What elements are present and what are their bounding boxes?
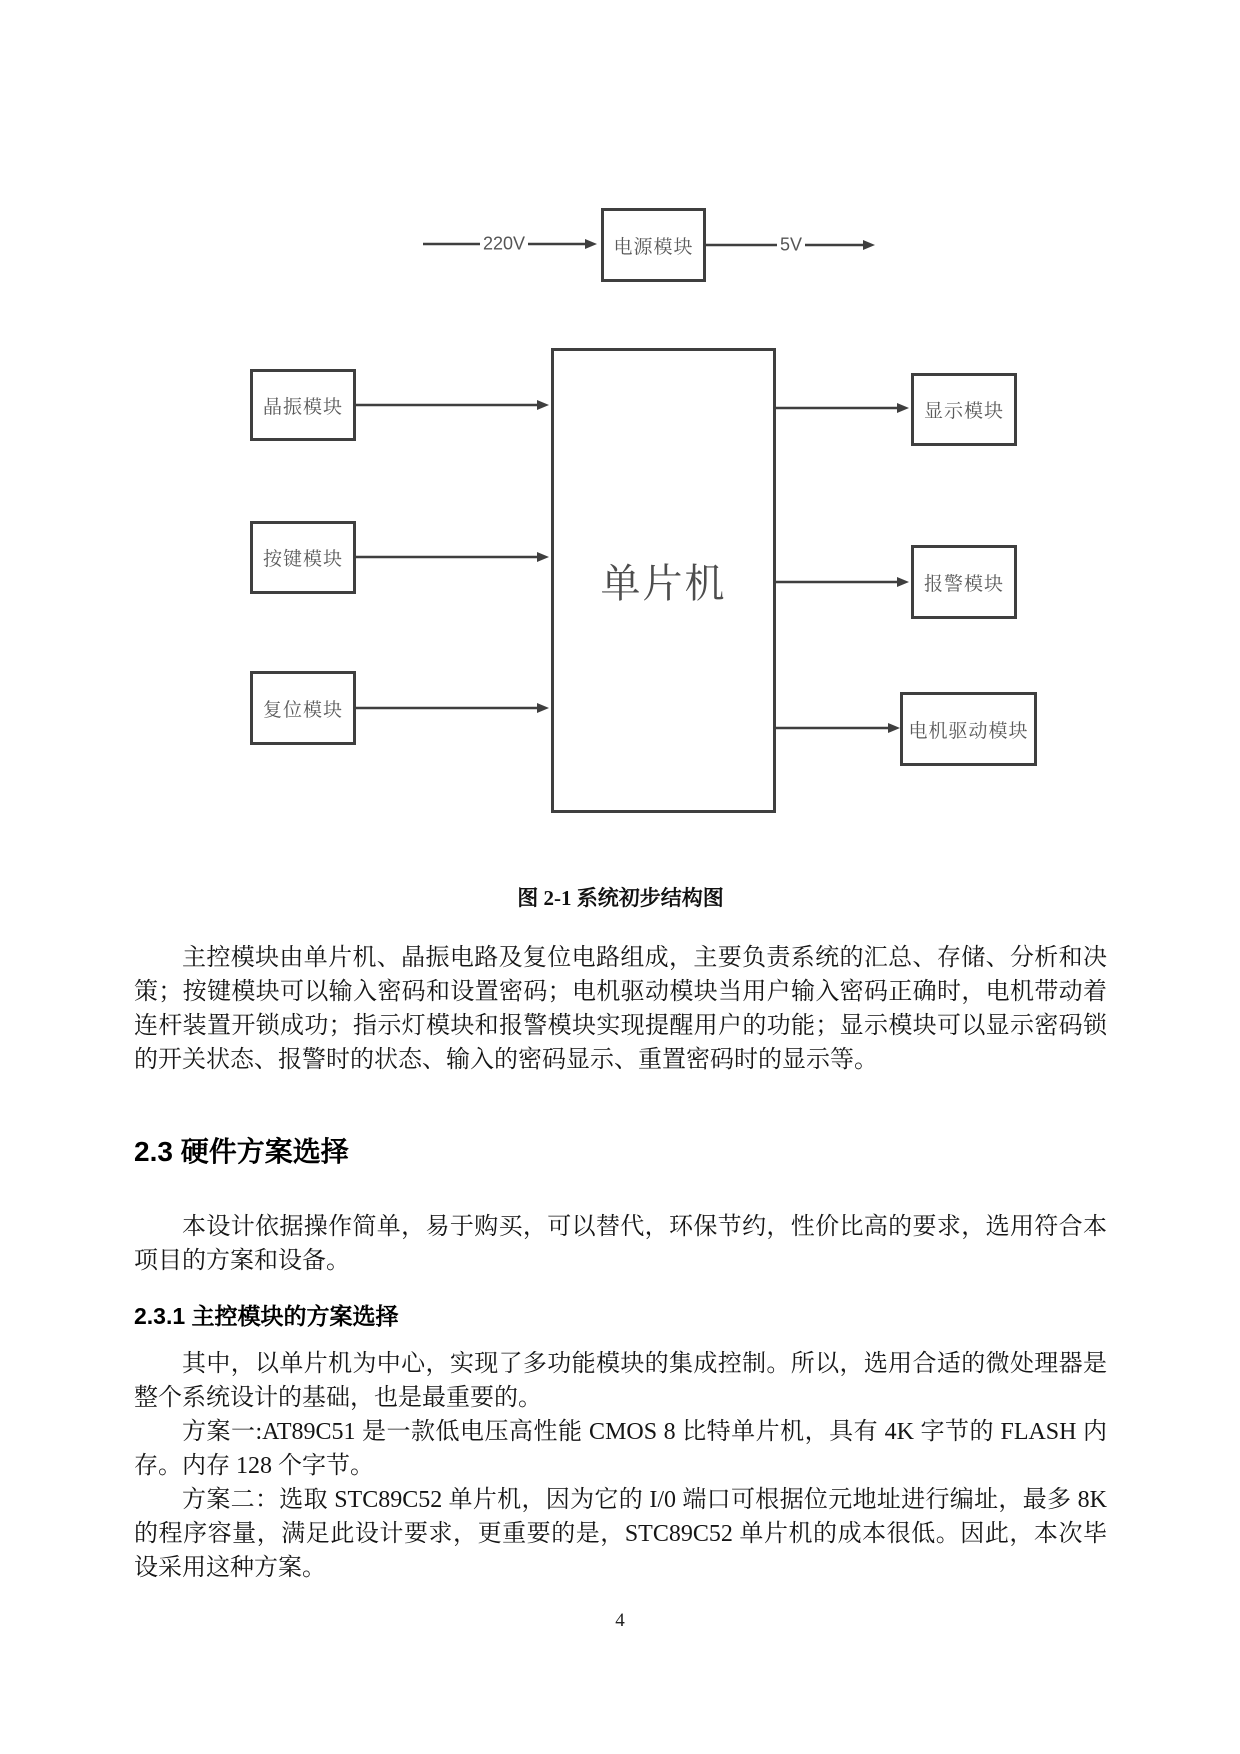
intro-paragraph-block [134, 941, 1107, 1077]
box-power-module: 电源模块 [601, 208, 706, 282]
section-2-3-1-paragraph-block [134, 1347, 1107, 1585]
section-2-3-1-heading: 2.3.1 主控模块的方案选择 [134, 1303, 399, 1329]
section-2-3-paragraph-block [134, 1210, 1107, 1278]
section-2-3-1-paragraph-2: 方案一:AT89C51 是一款低电压高性能 CMOS 8 比特单片机，具有 4K 字节的 FLASH 内存。内存 128 个字节。 [134, 1419, 1107, 1479]
box-alarm-module: 报警模块 [911, 545, 1017, 619]
intro-paragraph: 主控模块由单片机、晶振电路及复位电路组成，主要负责系统的汇总、存储、分析和决策；按键模块可以输入密码和设置密码；电机驱动模块当用户输入密码正确时，电机带动着连杆装置开锁成功；指示灯模块和报警模块实现提醒用户的功能；显示模块可以显示密码锁的开关状态、报警时的状态、输入的密码显示、重置密码时的显示等。 [134, 945, 1107, 1073]
section-2-3-paragraph: 本设计依据操作简单，易于购买，可以替代，环保节约，性价比高的要求，选用符合本项目的方案和设备。 [134, 1214, 1107, 1274]
box-reset-module: 复位模块 [250, 671, 356, 745]
section-2-3-1-paragraph-1: 其中，以单片机为中心，实现了多功能模块的集成控制。所以，选用合适的微处理器是整个系统设计的基础，也是最重要的。 [134, 1351, 1107, 1411]
system-structure-diagram [0, 0, 1240, 870]
box-motor-driver-module: 电机驱动模块 [900, 692, 1037, 766]
box-mcu: 单片机 [551, 348, 776, 813]
page-number: 4 [615, 1610, 625, 1631]
box-display-module: 显示模块 [911, 373, 1017, 446]
box-key-module: 按键模块 [250, 521, 356, 594]
label-5v: 5V [777, 235, 805, 256]
label-220v: 220V [480, 234, 528, 255]
section-2-3-1-paragraph-3: 方案二：选取 STC89C52 单片机，因为它的 I/0 端口可根据位元地址进行编址，最多 8K 的程序容量，满足此设计要求，更重要的是，STC89C52 单片机的成本很低。因此，本次毕设采用这种方案。 [134, 1487, 1107, 1581]
box-crystal-module: 晶振模块 [250, 369, 356, 441]
section-2-3-heading: 2.3 硬件方案选择 [134, 1136, 349, 1167]
figure-caption: 图 2-1 系统初步结构图 [517, 886, 724, 910]
